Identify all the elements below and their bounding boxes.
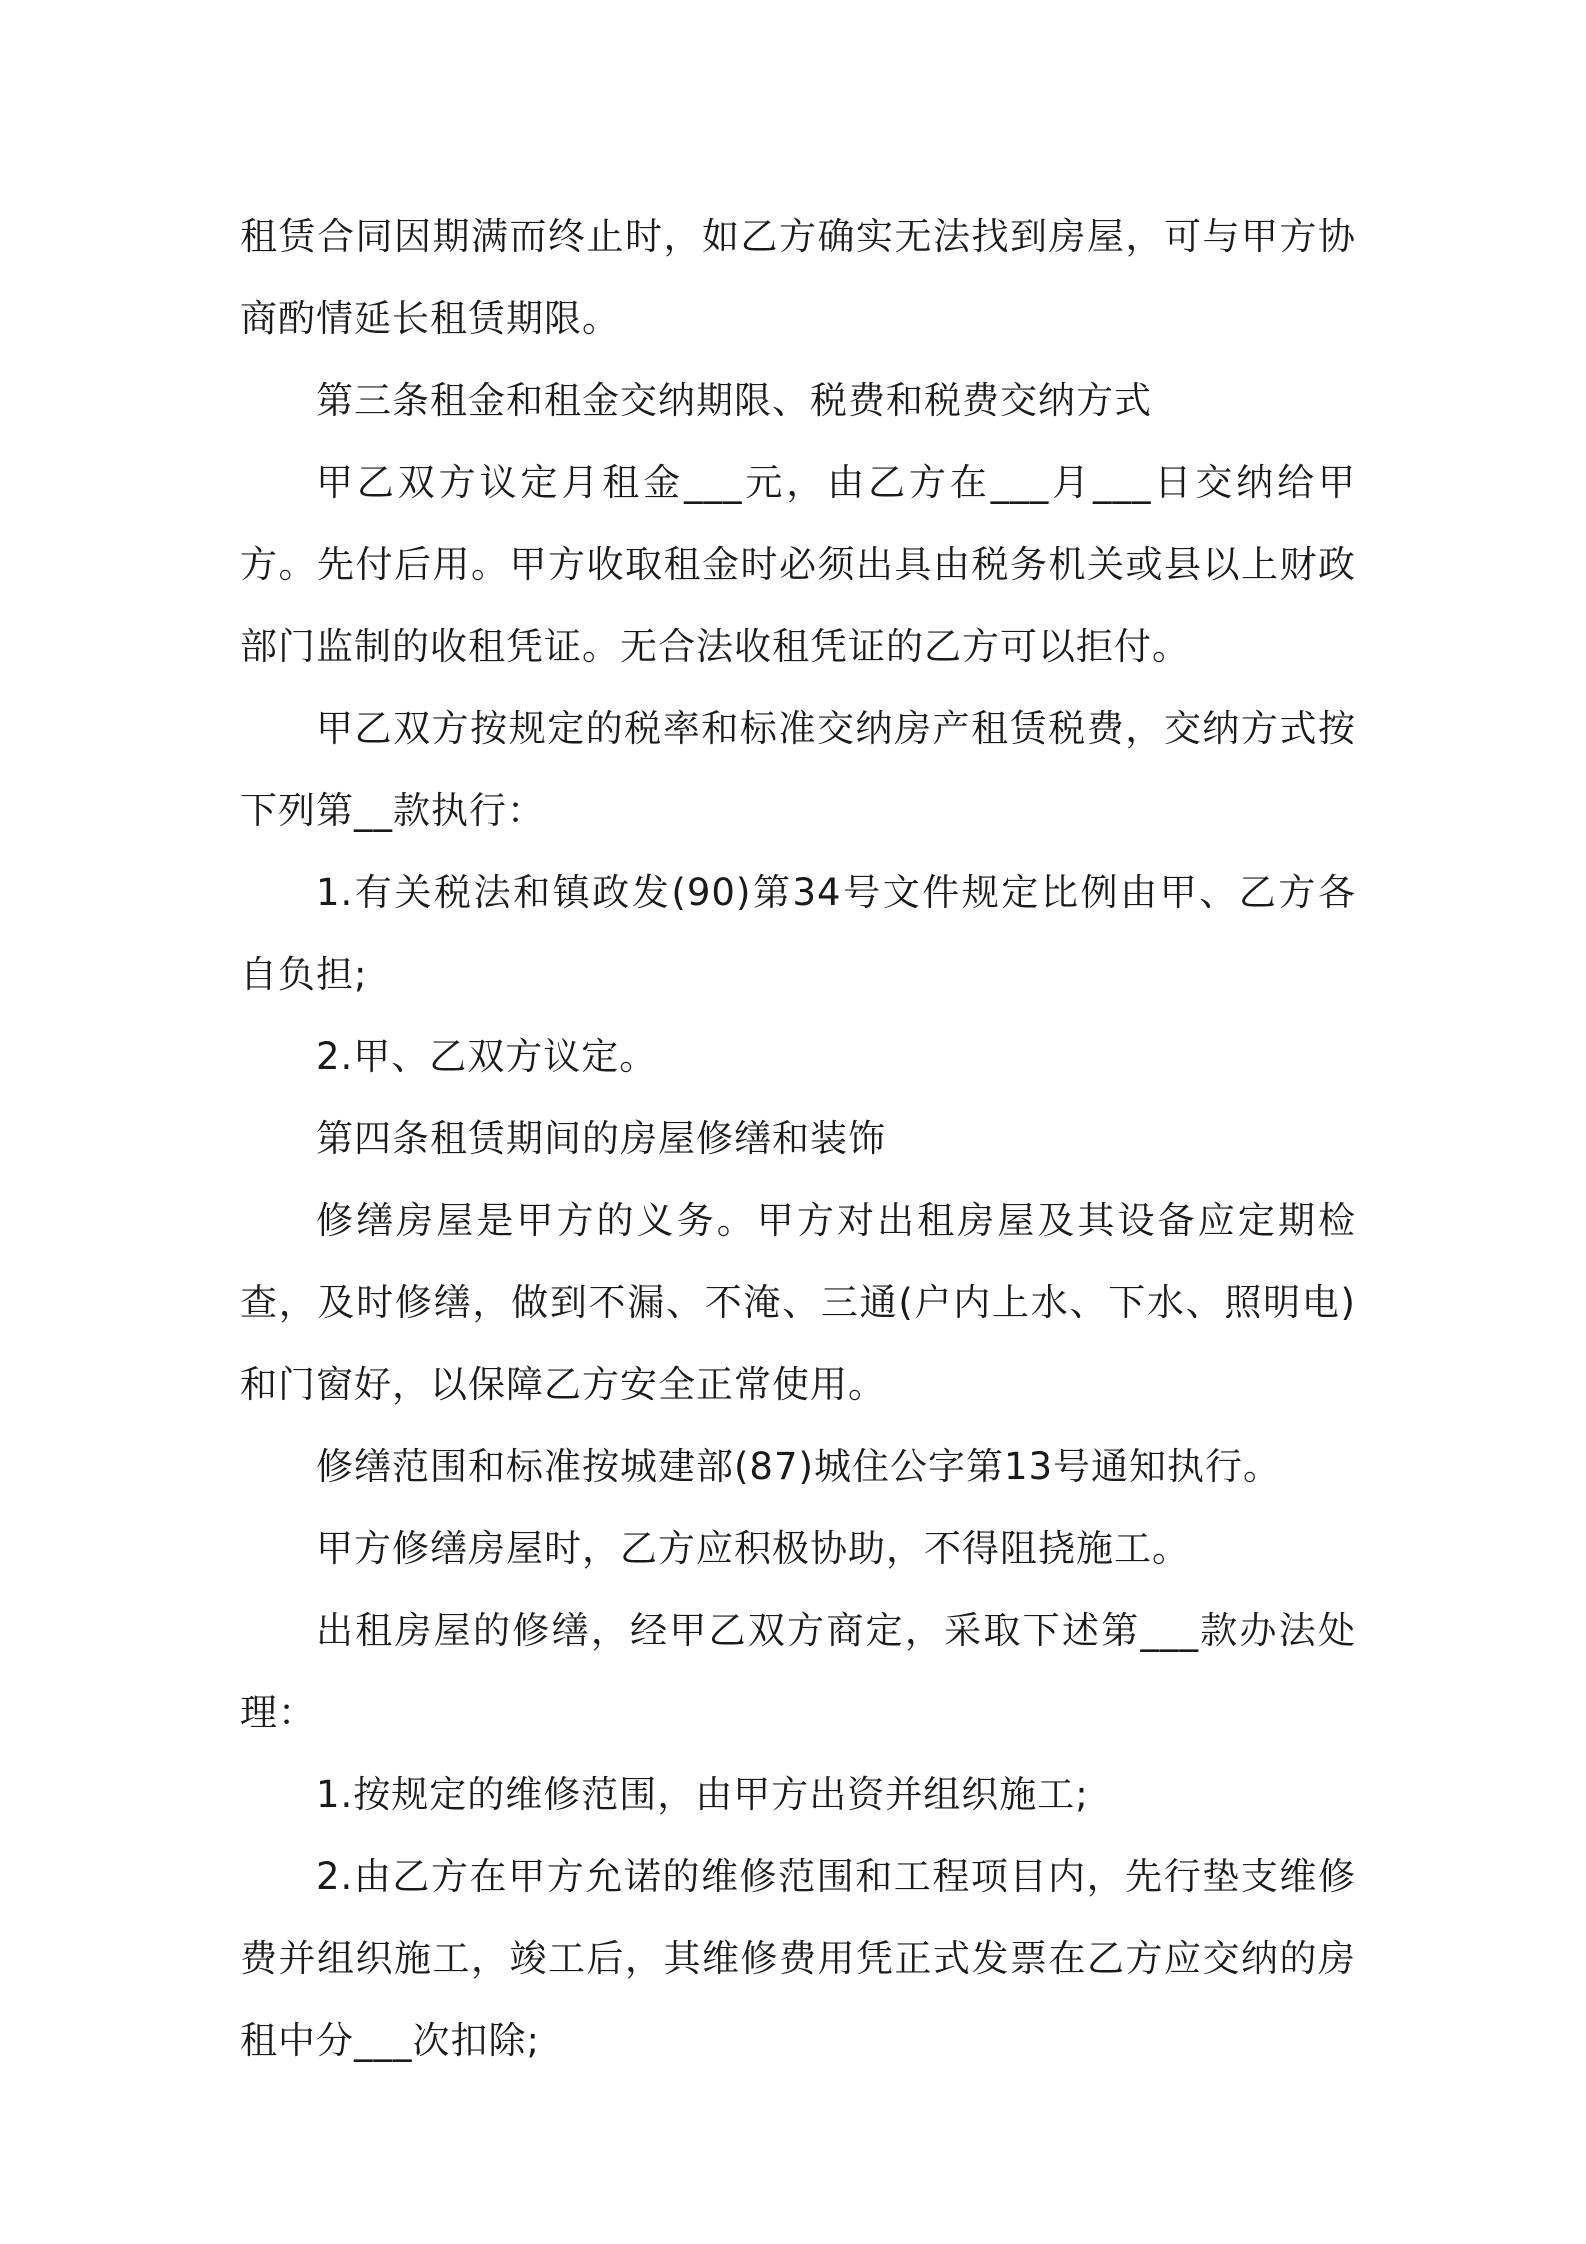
article-4-heading: 第四条租赁期间的房屋修缮和装饰 xyxy=(316,1117,886,1160)
article-3-heading: 第三条租金和租金交纳期限、税费和税费交纳方式 xyxy=(316,379,1152,422)
paragraph-repair-obligation: 修缮房屋是甲方的义务。甲方对出租房屋及其设备应定期检查，及时修缮，做到不漏、不淹、三通(户内上水、下水、照明电)和门窗好，以保障乙方安全正常使用。 xyxy=(240,1199,1356,1406)
paragraph-tax-payment: 甲乙双方按规定的税率和标准交纳房产租赁税费，交纳方式按下列第__款执行： xyxy=(240,707,1356,832)
list-item-repair-option-1: 1.按规定的维修范围，由甲方出资并组织施工; xyxy=(316,1773,1089,1816)
list-item-tax-option-2: 2.甲、乙双方议定。 xyxy=(316,1035,658,1078)
paragraph-repair-scope: 修缮范围和标准按城建部(87)城住公字第13号通知执行。 xyxy=(316,1445,1282,1488)
document-body xyxy=(240,196,1356,2082)
paragraph-repair-method: 出租房屋的修缮，经甲乙双方商定，采取下述第___款办法处理： xyxy=(240,1609,1356,1734)
list-item-repair-option-2: 2.由乙方在甲方允诺的维修范围和工程项目内，先行垫支维修费并组织施工，竣工后，其维修费用凭正式发票在乙方应交纳的房租中分___次扣除; xyxy=(240,1855,1356,2062)
paragraph-lease-extension: 租赁合同因期满而终止时，如乙方确实无法找到房屋，可与甲方协商酌情延长租赁期限。 xyxy=(240,215,1356,340)
paragraph-repair-cooperation: 甲方修缮房屋时，乙方应积极协助，不得阻挠施工。 xyxy=(316,1527,1190,1570)
list-item-tax-option-1: 1.有关税法和镇政发(90)第34号文件规定比例由甲、乙方各自负担; xyxy=(240,871,1356,996)
paragraph-monthly-rent: 甲乙双方议定月租金___元，由乙方在___月___日交纳给甲方。先付后用。甲方收取租金时必须出具由税务机关或县以上财政部门监制的收租凭证。无合法收租凭证的乙方可以拒付。 xyxy=(240,461,1356,668)
